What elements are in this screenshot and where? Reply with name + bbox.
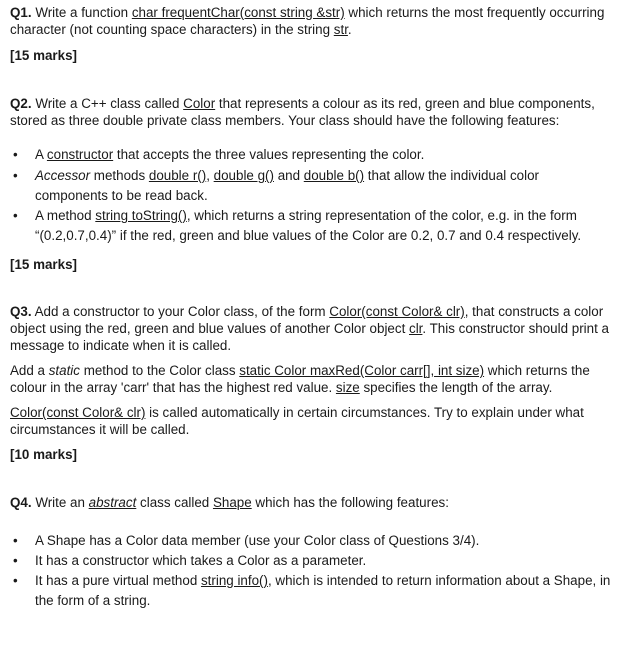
item-text: and xyxy=(273,168,304,183)
item-text: that accepts the three values representing the color. xyxy=(113,147,425,162)
bullet-icon: • xyxy=(13,533,18,548)
q3-text-part: is called automatically in certain circumstances. Try to explain under what circumstances it will be called. xyxy=(10,405,584,437)
q1-text-part: Write a function xyxy=(31,5,132,20)
bullet-icon: • xyxy=(13,553,18,568)
q4-text-part: which has the following features: xyxy=(251,495,449,510)
q4-text-part: class called xyxy=(136,495,213,510)
q4-feature-item xyxy=(10,571,612,611)
q4-label: Q4. xyxy=(10,495,32,510)
item-text: A method xyxy=(35,208,96,223)
q4-feature-item xyxy=(10,531,612,551)
q2-text-part: that represents a colour as its red, green and blue components, stored as three double private class members. Your class should have the following features: xyxy=(10,96,595,128)
q3-text-part: which returns the colour in the array 'carr' that has the highest red value. xyxy=(10,363,590,395)
q3-text xyxy=(10,303,612,354)
item-code: constructor xyxy=(46,147,114,162)
q2-feature-list xyxy=(10,146,612,246)
item-text: that allow the individual color components to be read back. xyxy=(35,168,539,203)
q4-class-name: Shape xyxy=(212,495,252,510)
q4-text xyxy=(10,494,612,511)
q1-label: Q1. xyxy=(10,5,32,20)
item-text: A Shape has a Color data member (use your Color class of Questions 3/4). xyxy=(35,533,480,548)
q2-marks: [15 marks] xyxy=(10,257,77,272)
q3-static-method-text xyxy=(10,362,612,396)
item-text: methods xyxy=(90,168,149,183)
q1-text-part: . xyxy=(347,22,352,37)
q3-code: Color(const Color& clr) xyxy=(329,304,465,319)
q1-text xyxy=(10,4,612,38)
q3-text-part: . This constructor should print a message to indicate when it is called. xyxy=(10,321,609,353)
q2-feature-item xyxy=(10,206,612,246)
q3-code: Color(const Color& clr) xyxy=(10,405,146,420)
q2-text-part: Write a C++ class called xyxy=(31,96,184,111)
q3-text-part: method to the Color class xyxy=(79,363,240,378)
q3-code: size xyxy=(335,380,360,395)
q3-text-part: , that constructs a color object using the red, green and blue values of another Color object xyxy=(10,304,604,336)
item-text: It has a constructor which takes a Color as a parameter. xyxy=(35,553,367,568)
item-italic: Accessor xyxy=(35,168,91,183)
q3-text-part: Add a xyxy=(10,363,49,378)
question-sheet xyxy=(10,4,612,611)
bullet-icon: • xyxy=(13,208,18,223)
q3-copy-ctor-text xyxy=(10,404,612,438)
item-code: double b() xyxy=(303,168,365,183)
item-code: string info() xyxy=(200,573,268,588)
bullet-icon: • xyxy=(13,147,18,162)
q4-text-part: Write an xyxy=(31,495,89,510)
q3-code: clr xyxy=(409,321,423,336)
q3-text-part: Add a constructor to your Color class, of the form xyxy=(31,304,330,319)
q4-feature-list xyxy=(10,531,612,611)
bullet-icon: • xyxy=(13,573,18,588)
q3-marks: [10 marks] xyxy=(10,447,77,462)
q3-code: static Color maxRed(Color carr[], int size) xyxy=(239,363,485,378)
q1-marks: [15 marks] xyxy=(10,48,77,63)
item-code: double g() xyxy=(213,168,274,183)
q3-label: Q3. xyxy=(10,304,32,319)
bullet-icon: • xyxy=(13,168,18,183)
q2-feature-item xyxy=(10,146,612,163)
q3-italic: static xyxy=(48,363,80,378)
q1-text-part: which returns the most frequently occurring character (not counting space characters) in the string xyxy=(10,5,605,37)
item-text: , xyxy=(206,168,214,183)
item-code: double r() xyxy=(148,168,207,183)
item-text: , which is intended to return information about a Shape, in the form of a string. xyxy=(35,573,611,608)
q1-param-name: str xyxy=(333,22,348,37)
q2-feature-item xyxy=(10,166,612,206)
q3-text-part: specifies the length of the array. xyxy=(359,380,553,395)
item-code: string toString() xyxy=(95,208,187,223)
item-text: A xyxy=(35,147,47,162)
q2-label: Q2. xyxy=(10,96,32,111)
q4-feature-item xyxy=(10,551,612,571)
q2-class-name: Color xyxy=(183,96,216,111)
q2-text xyxy=(10,95,612,129)
item-text: It has a pure virtual method xyxy=(35,573,201,588)
q4-italic: abstract xyxy=(88,495,137,510)
item-text: , which returns a string representation of the color, e.g. in the form “(0.2,0.7,0.4)” if the red, green and blue values of the Color are 0.2, 0.7 and 0.4 respectively. xyxy=(35,208,582,243)
q1-function-signature: char frequentChar(const string &str) xyxy=(131,5,345,20)
